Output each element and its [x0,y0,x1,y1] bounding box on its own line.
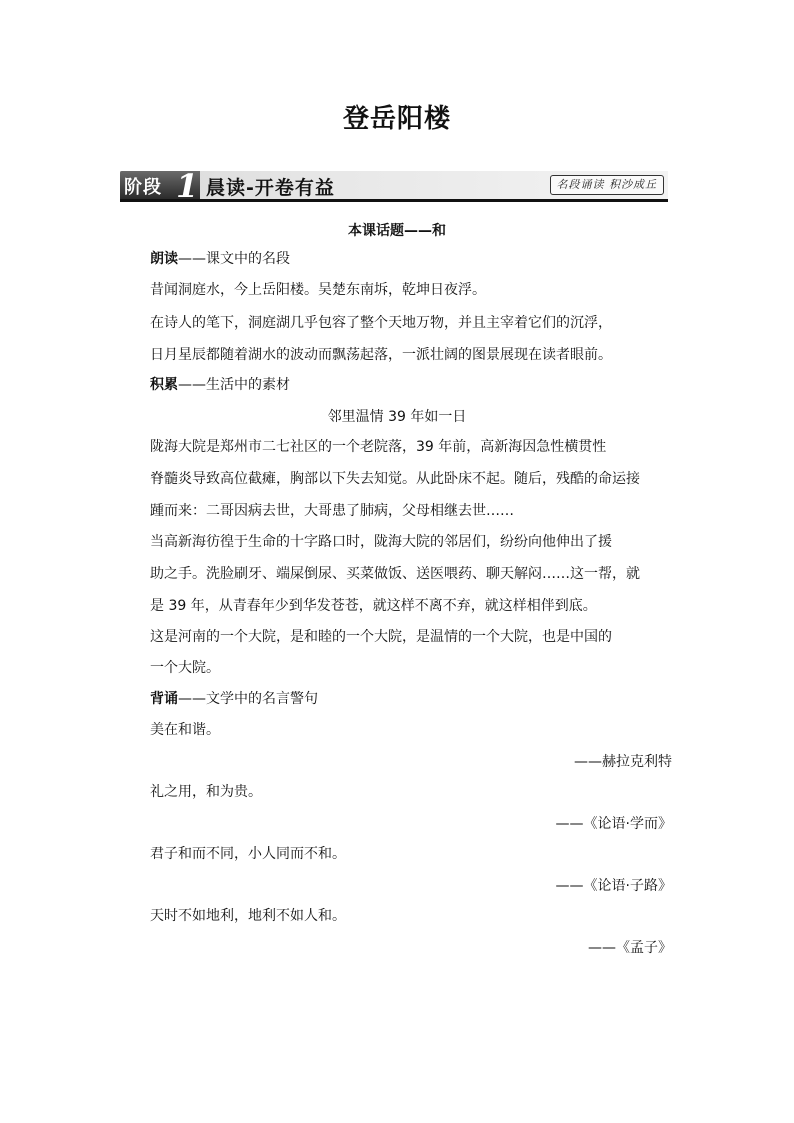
reading-quote: 昔闻洞庭水，今上岳阳楼。吴楚东南坼，乾坤日夜浮。 [150,282,486,298]
story-p2-line-1: 当高新海彷徨于生命的十字路口时，陇海大院的邻居们，纷纷向他伸出了援 [150,534,612,550]
recite-heading [150,689,676,709]
material-heading [150,375,676,395]
story-p3-line-1: 这是河南的一个大院，是和睦的一个大院，是温情的一个大院，也是中国的 [150,629,612,645]
reading-heading-bold: 朗读 [150,251,178,267]
stage-badge [120,167,200,205]
section-title: 晨读-开卷有益 [206,177,335,199]
topic-heading: 本课话题——和 [348,223,446,239]
quote-3-text: 君子和而不同，小人同而不和。 [150,846,346,862]
story-p3-line-2: 一个大院。 [150,660,220,676]
reading-line-2: 日月星辰都随着湖水的波动而飘荡起落，一派壮阔的图景展现在读者眼前。 [150,347,612,363]
page-title: 登岳阳楼 [342,104,451,134]
reading-line-1: 在诗人的笔下，洞庭湖几乎包容了整个天地万物，并且主宰着它们的沉浮， [150,315,612,331]
quote-3-source: ——《论语·子路》 [555,878,672,894]
story-p1-line-1: 陇海大院是郑州市二七社区的一个老院落，39 年前，高新海因急性横贯性 [150,439,607,455]
quote-4-source: ——《孟子》 [588,940,672,956]
reading-heading-rest: ——课文中的名段 [178,251,290,267]
story-p1-line-2: 脊髓炎导致高位截瘫，胸部以下失去知觉。从此卧床不起。随后，残酷的命运接 [150,471,640,487]
stage-number: 1 [176,167,199,205]
quote-1-text: 美在和谐。 [150,722,220,738]
story-p2-line-3: 是 39 年，从青春年少到华发苍苍，就这样不离不弃，就这样相伴到底。 [150,598,597,614]
quote-4-text: 天时不如地利，地利不如人和。 [150,908,346,924]
recite-heading-rest: ——文学中的名言警句 [178,691,318,707]
story-p1-line-3: 踵而来：二哥因病去世，大哥患了肺病，父母相继去世…… [150,503,514,519]
story-title: 邻里温情 39 年如一日 [327,409,467,425]
reading-heading [150,249,676,269]
material-heading-rest: ——生活中的素材 [178,377,290,393]
story-p2-line-2: 助之手。洗脸刷牙、端屎倒尿、买菜做饭、送医喂药、聊天解闷……这一帮，就 [150,566,640,582]
material-heading-bold: 积累 [150,377,178,393]
quote-1-source: ——赫拉克利特 [574,754,672,770]
quote-2-text: 礼之用，和为贵。 [150,784,262,800]
section-tag: 名段诵读 积沙成丘 [550,175,665,195]
quote-2-source: ——《论语·学而》 [555,816,672,832]
section-banner [120,167,668,205]
recite-heading-bold: 背诵 [150,691,178,707]
stage-label: 阶段 [124,177,162,198]
